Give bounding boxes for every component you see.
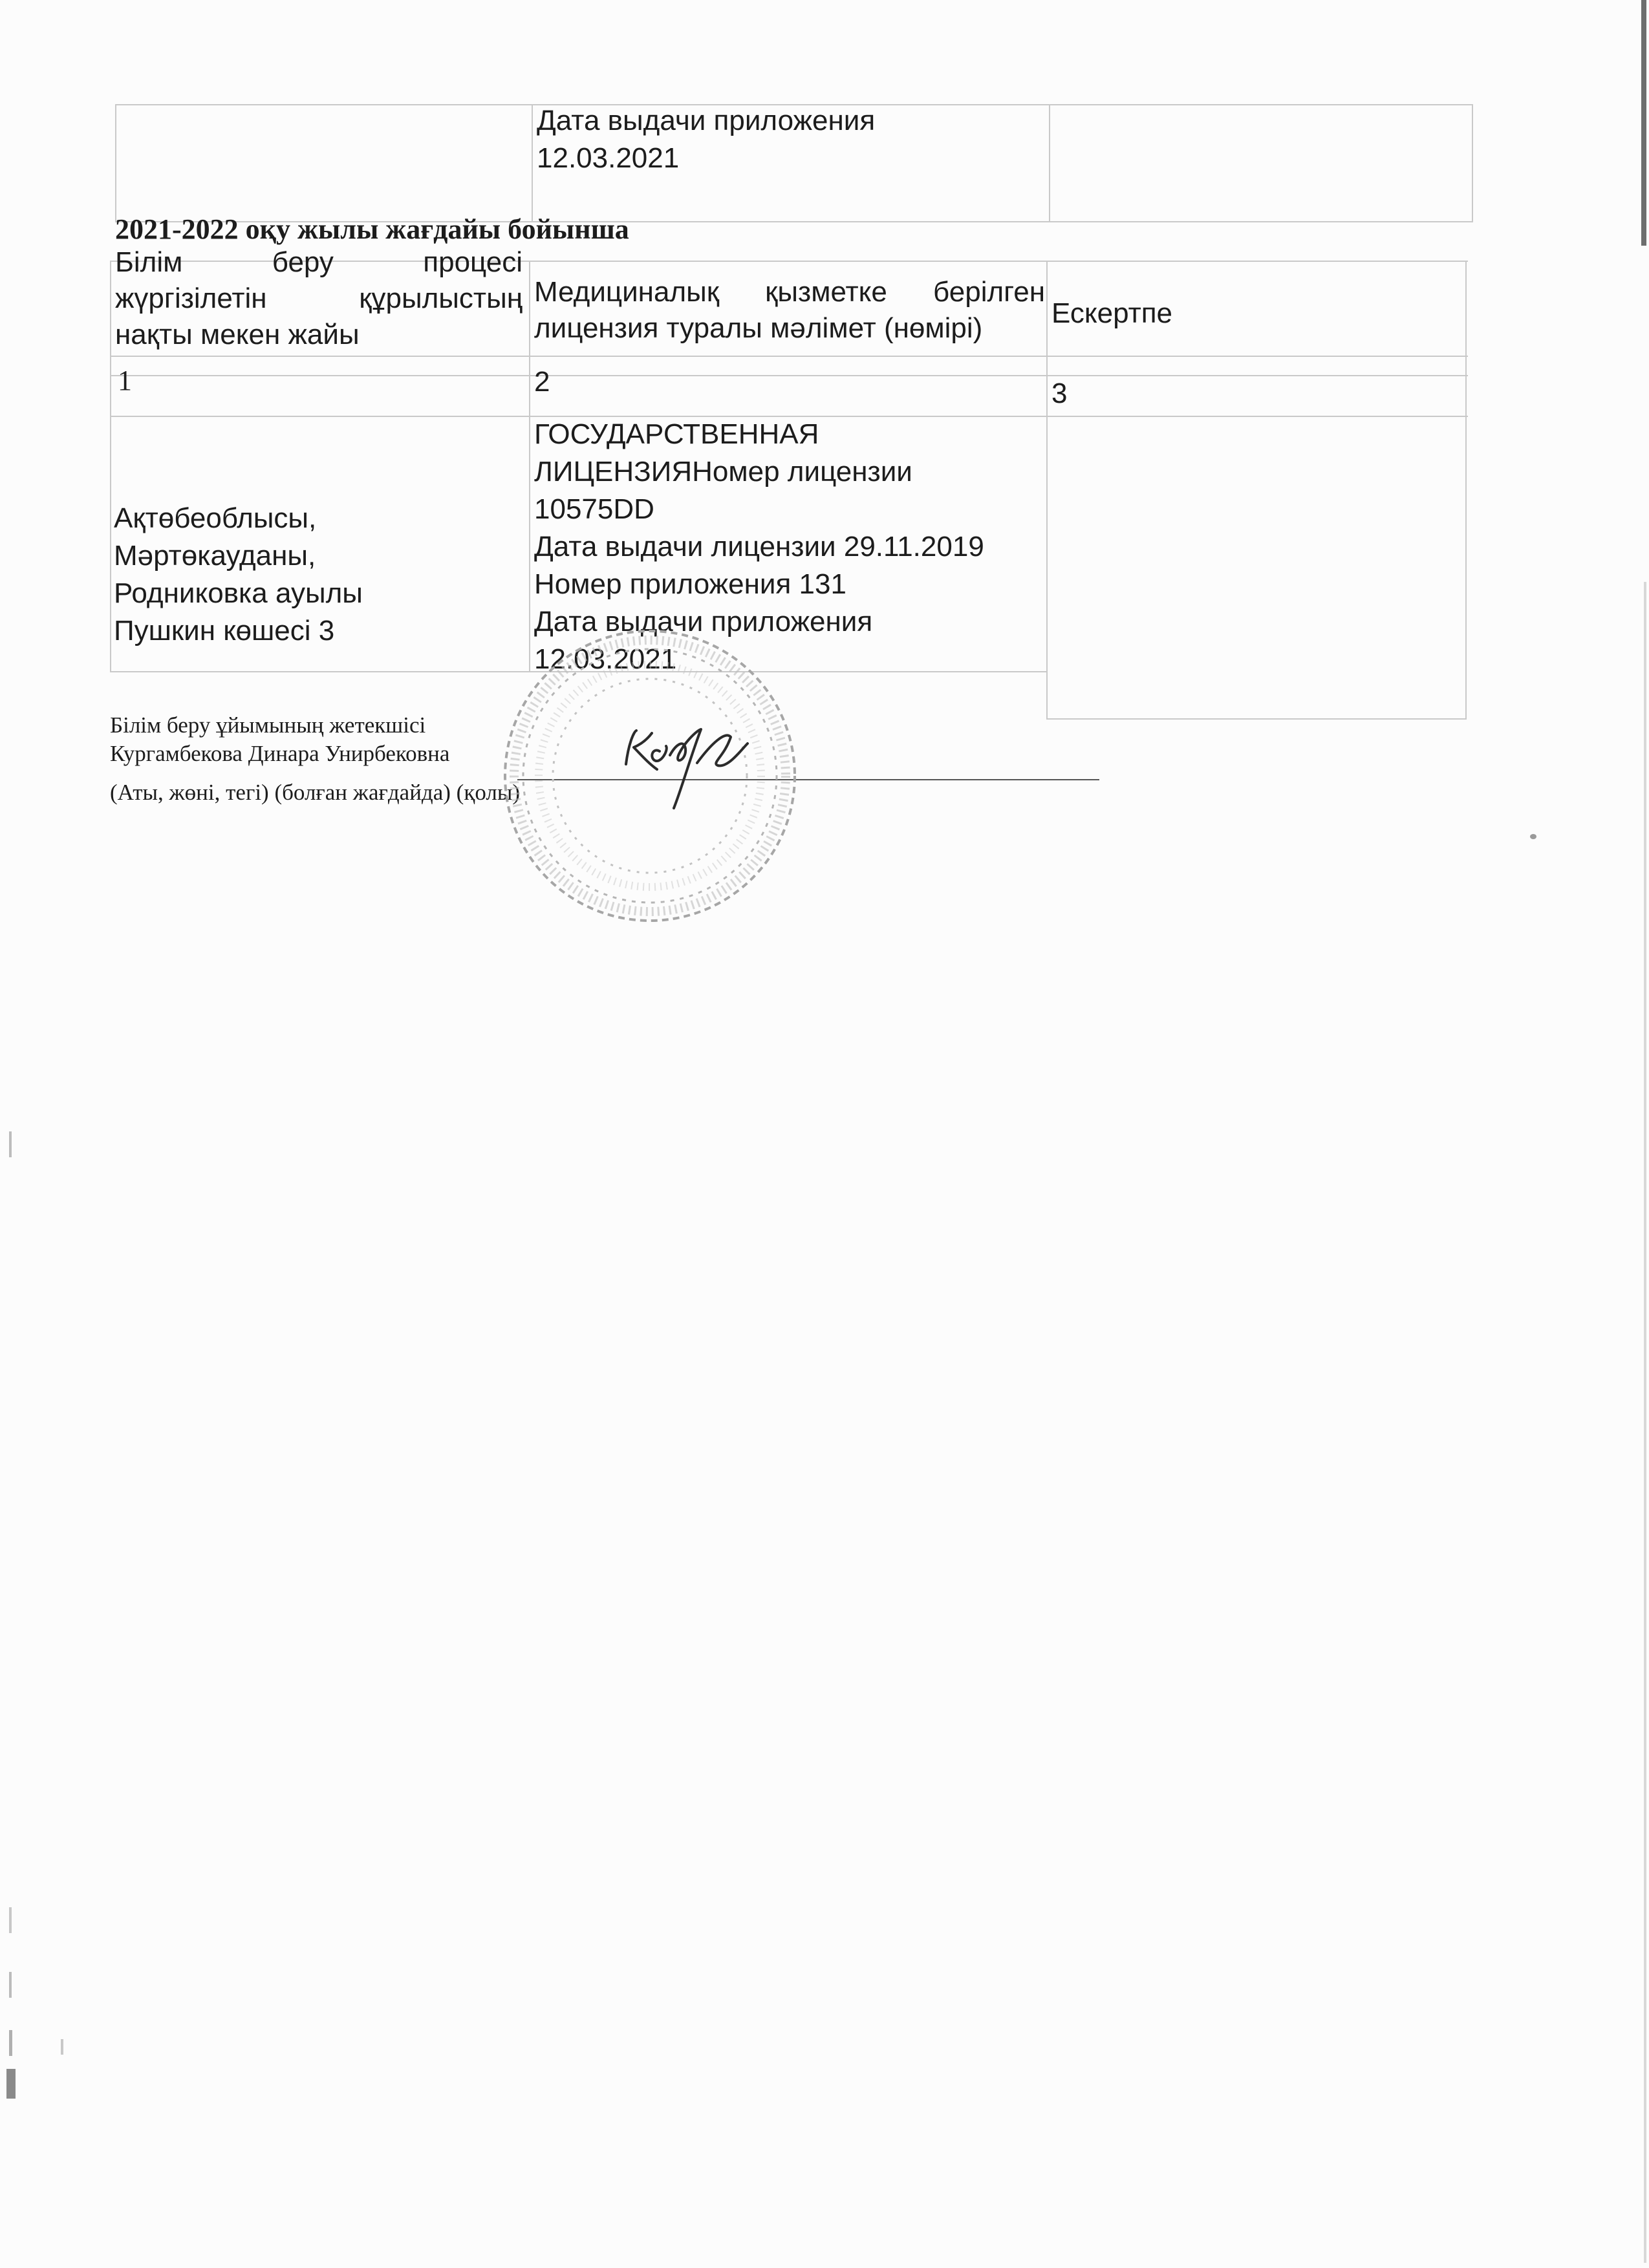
header-address-line-3: нақты мекен жайы — [115, 319, 360, 350]
header-address-line-1: Білім беру процесі — [115, 246, 523, 278]
column-number-2: 2 — [534, 366, 550, 398]
address-line-2: Мәртөкауданы, — [114, 540, 316, 572]
handwritten-signature — [614, 718, 757, 815]
header-cell-note: Ескертпе — [1051, 297, 1173, 329]
column-number-1: 1 — [118, 365, 132, 396]
column-number-3: 3 — [1051, 378, 1068, 409]
license-line-3: 10575DD — [534, 493, 654, 525]
license-line-2: ЛИЦЕНЗИЯНомер лицензии — [534, 456, 912, 487]
license-line-6: Дата выдачи приложения — [534, 606, 873, 637]
license-line-4: Дата выдачи лицензии 29.11.2019 — [534, 531, 984, 562]
license-line-7: 12.03.2021 — [534, 643, 677, 675]
header-license-line-2: лицензия туралы мәлімет (нөмірі) — [534, 312, 983, 344]
top-table-cell-date-value: 12.03.2021 — [537, 142, 680, 174]
section-heading: 2021-2022 оқу жылы жағдайы бойынша — [115, 213, 629, 245]
signature-caption: (Аты, жөні, тегі) (болған жағдайда) (қолы) — [110, 780, 521, 805]
license-line-1: ГОСУДАРСТВЕННАЯ — [534, 418, 819, 450]
signature-role: Білім беру ұйымының жетекшісі — [110, 712, 426, 738]
header-address-line-2: жүргізілетін құрылыстың — [115, 283, 523, 314]
header-license-line-1: Медициналық қызметке берілген — [534, 276, 1045, 308]
address-line-3: Родниковка ауылы — [114, 577, 363, 609]
top-table-cell-date-label: Дата выдачи приложения — [537, 105, 876, 136]
license-line-5: Номер приложения 131 — [534, 568, 846, 600]
signature-name: Кургамбекова Динара Унирбековна — [110, 741, 450, 766]
address-line-4: Пушкин көшесі 3 — [114, 615, 335, 647]
address-line-1: Ақтөбеоблысы, — [114, 502, 317, 534]
